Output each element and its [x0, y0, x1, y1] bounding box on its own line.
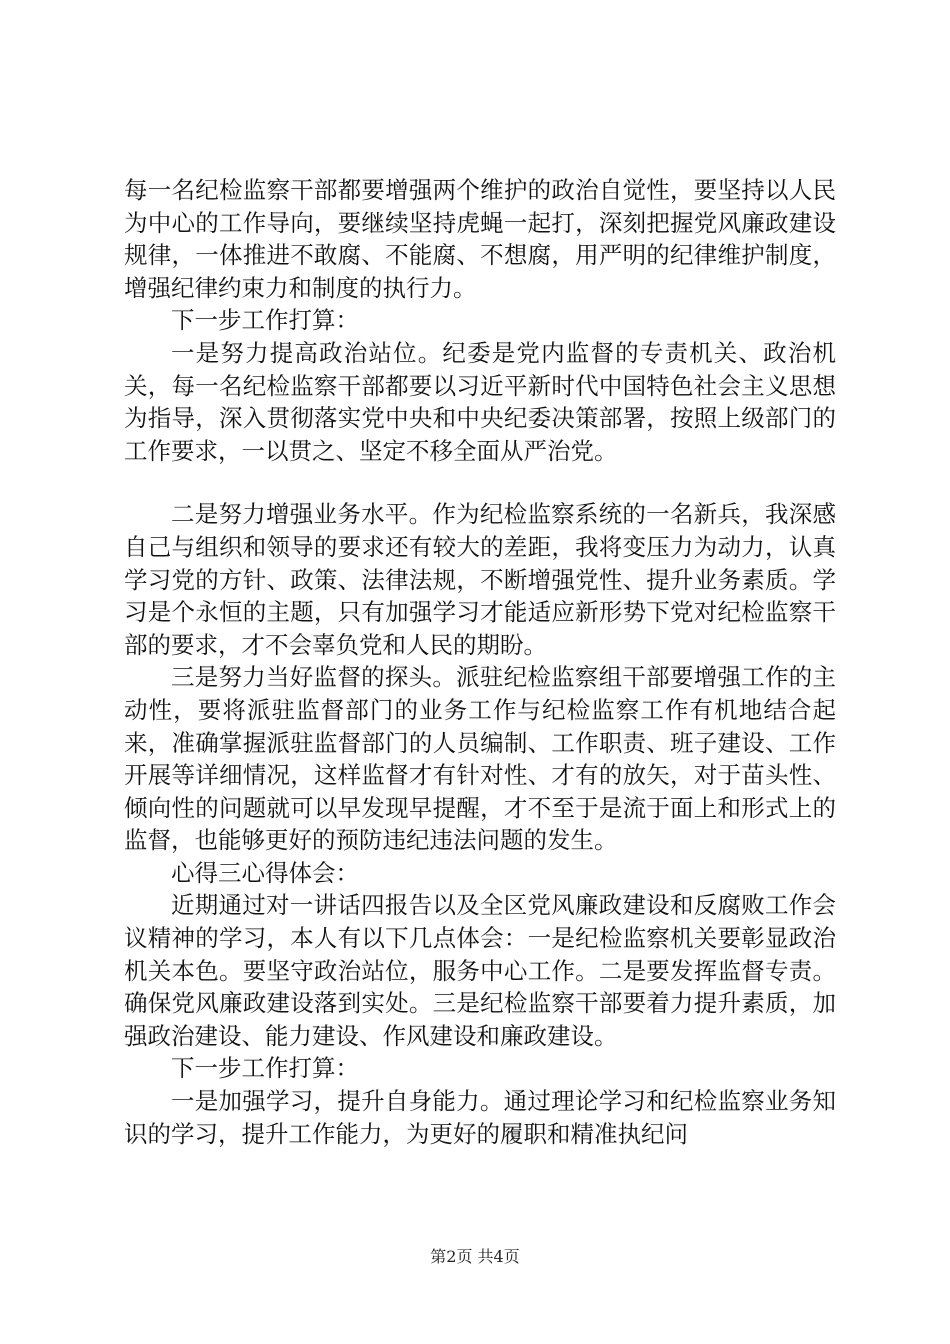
paragraph-5: 三是努力当好监督的探头。派驻纪检监察组干部要增强工作的主动性，要将派驻监督部门的业务工作与纪检监察工作有机地结合起来，准确掌握派驻监督部门的人员编制、工作职责、班子建设、工作开展等详细情况，这样监督才有针对性、才有的放矢，对于苗头性、倾向性的问题就可以早发现早提醒，才不至于是流于面上和形式上的监督，也能够更好的预防违纪违法问题的发生。: [124, 663, 836, 855]
paragraph-heading-next-steps: 下一步工作打算：: [171, 306, 359, 335]
paragraph-4: 二是努力增强业务水平。作为纪检监察系统的一名新兵，我深感自己与组织和领导的要求还有较大的差距，我将变压力为动力，认真学习党的方针、政策、法律法规，不断增强党性、提升业务素质。学习是个永恒的主题，只有加强学习才能适应新形势下党对纪检监察干部的要求，才不会辜负党和人民的期盼。: [124, 500, 836, 659]
paragraph-9: 一是加强学习，提升自身能力。通过理论学习和纪检监察业务知识的学习，提升工作能力，为更好的履职和精准执纪问: [124, 1087, 836, 1148]
paragraph-heading-next-steps-2: 下一步工作打算：: [171, 1054, 359, 1083]
paragraph-1: 每一名纪检监察干部都要增强两个维护的政治自觉性，要坚持以人民为中心的工作导向，要继续坚持虎蝇一起打，深刻把握党风廉政建设规律，一体推进不敢腐、不能腐、不想腐，用严明的纪律维护制度，增强纪律约束力和制度的执行力。: [124, 176, 836, 302]
paragraph-3: 一是努力提高政治站位。纪委是党内监督的专责机关、政治机关，每一名纪检监察干部都要以习近平新时代中国特色社会主义思想为指导，深入贯彻落实党中央和中央纪委决策部署，按照上级部门的工作要求，一以贯之、坚定不移全面从严治党。: [124, 338, 836, 465]
paragraph-heading-experience-3: 心得三心得体会：: [171, 858, 359, 887]
paragraph-7: 近期通过对一讲话四报告以及全区党风廉政建设和反腐败工作会议精神的学习，本人有以下几点体会：一是纪检监察机关要彰显政治机关本色。要坚守政治站位，服务中心工作。二是要发挥监督专责。确保党风廉政建设落到实处。三是纪检监察干部要着力提升素质，加强政治建设、能力建设、作风建设和廉政建设。: [124, 891, 836, 1050]
document-body: [124, 174, 836, 1150]
page-footer: 第2页 共4页: [430, 1247, 520, 1266]
